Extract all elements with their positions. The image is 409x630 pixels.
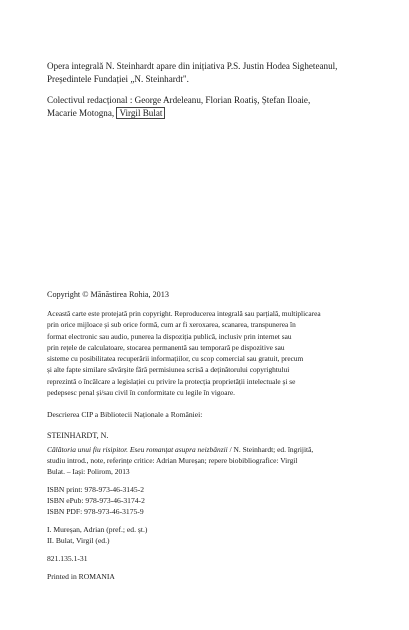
contributor-2: II. Bulat, Virgil (ed.) xyxy=(47,536,110,546)
notice-line: prin rețele de calculatoare, stocarea permanentă sau temporară pe dispozitive sau xyxy=(47,342,285,352)
notice-line: prin orice mijloace și sub orice formă, cum ar fi xeroxarea, scanarea, transpunerea în xyxy=(47,320,296,330)
isbn-epub: ISBN ePub: 978-973-46-3174-2 xyxy=(47,496,145,506)
desc-line-1-rest: / N. Steinhardt; ed. îngrijită, xyxy=(227,445,314,455)
contributors-list xyxy=(47,524,369,546)
printed-in: Printed in ROMANIA xyxy=(47,572,115,582)
contributor-1: I. Mureșan, Adrian (pref.; ed. șt.) xyxy=(47,525,148,535)
book-title: Călătoria unui fiu risipitor. Eseu romanțat asupra neizbânzii xyxy=(47,445,228,455)
legal-section xyxy=(47,289,369,582)
notice-line: format electronic sau audio, punerea la dispoziția publică, inclusiv prin internet sau xyxy=(47,331,292,341)
editorial-board xyxy=(47,94,369,120)
notice-line: sisteme cu posibilitatea recuperării informațiilor, cu scop comercial sau gratuit, precum xyxy=(47,354,304,364)
cip-heading: Descrierea CIP a Bibliotecii Naționale a României: xyxy=(47,410,203,420)
udc-code: 821.135.1-31 xyxy=(47,554,88,564)
isbn-list xyxy=(47,484,369,517)
isbn-pdf: ISBN PDF: 978-973-46-3175-9 xyxy=(47,507,144,517)
initiative-line-2: Președintele Fundației „N. Steinhardt". xyxy=(47,74,189,84)
notice-line: reprezintă o încălcare a legislației cu privire la protecția proprietății intelectuale și se xyxy=(47,376,296,386)
notice-line: și alte fapte similare săvârșite fără permisiunea scrisă a deținătorului copyrightului xyxy=(47,365,290,375)
cip-author: STEINHARDT, N. xyxy=(47,431,109,441)
cip-description xyxy=(47,444,369,477)
edition-credits xyxy=(47,60,369,120)
initiative-line-1: Opera integrală N. Steinhardt apare din inițiativa P.S. Justin Hodea Sigheteanul, xyxy=(47,61,338,71)
selected-name-box: Virgil Bulat xyxy=(116,107,165,119)
notice-line: Această carte este protejată prin copyright. Reproducerea integrală sau parțială, multiplicarea xyxy=(47,309,321,318)
publisher-initiative xyxy=(47,60,369,86)
copyright-line: Copyright © Mănăstirea Rohia, 2013 xyxy=(47,290,169,299)
editorial-line-2: Macarie Motogna, xyxy=(47,108,115,118)
desc-line-3: Bulat. – Iași: Polirom, 2013 xyxy=(47,467,130,477)
desc-line-2: studiu introd., note, referințe critice: Adrian Mureșan; repere biobibliografice: Virgil xyxy=(47,456,298,466)
notice-line: pedepsesc penal și/sau civil în conformitate cu legile în vigoare. xyxy=(47,388,236,398)
editorial-line-1: Colectivul redacțional : George Ardeleanu, Florian Roatiș, Ștefan Iloaie, xyxy=(47,95,311,105)
copyright-notice xyxy=(47,308,369,398)
isbn-print: ISBN print: 978-973-46-3145-2 xyxy=(47,485,145,495)
